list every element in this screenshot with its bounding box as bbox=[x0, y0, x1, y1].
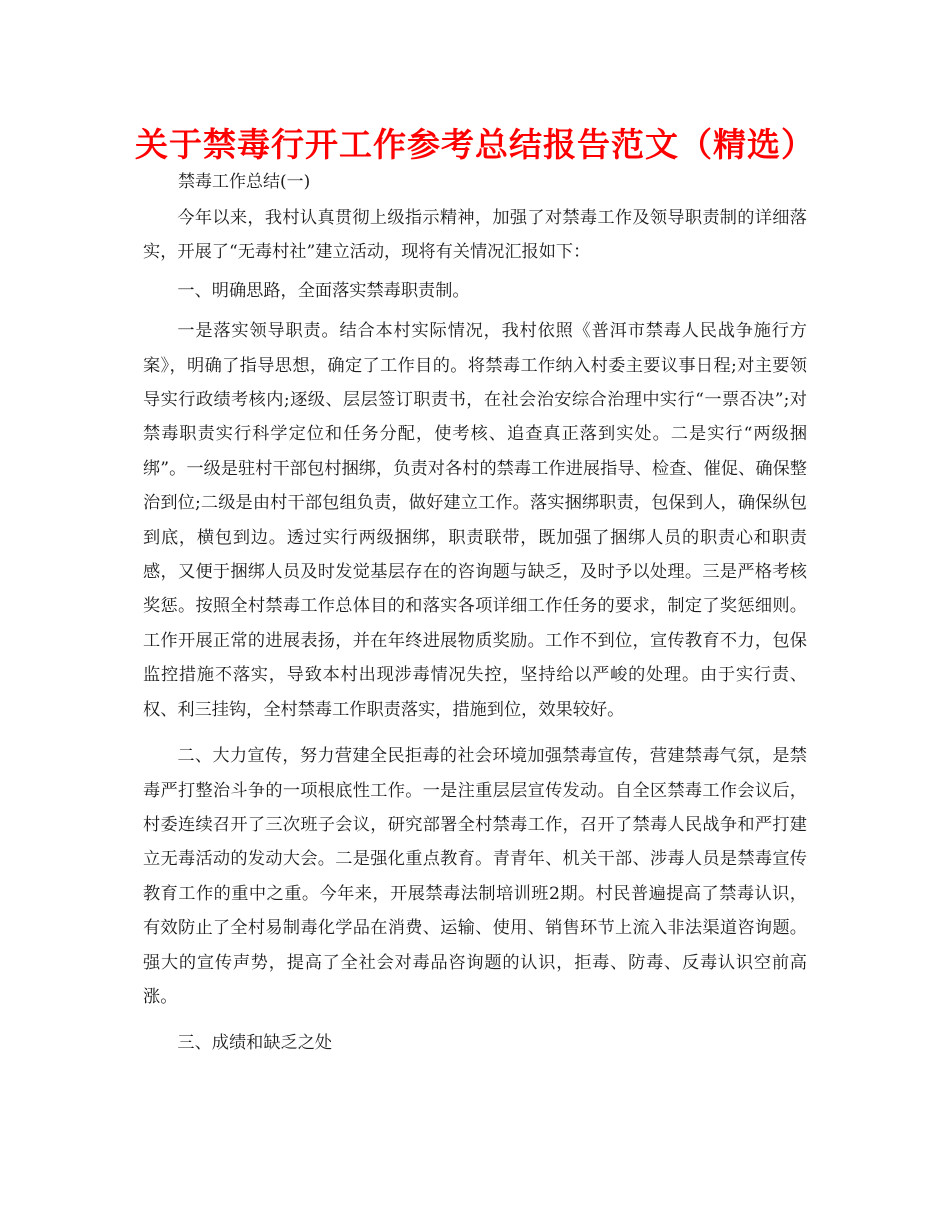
document-title: 关于禁毒行开工作参考总结报告范文（精选） bbox=[135, 125, 815, 164]
document-subtitle: 禁毒工作总结(一) bbox=[178, 172, 311, 192]
document-body bbox=[143, 201, 807, 1065]
section-1-paragraph: 一是落实领导职责。结合本村实际情况，我村依照《普洱市禁毒人民战争施行方案》，明确了指导思想，确定了工作目的。将禁毒工作纳入村委主要议事日程;对主要领导实行政绩考核内;逐级、层层签订职责书，在社会治安综合治理中实行“一票否决”;对禁毒职责实行科学定位和任务分配，使考核、追查真正落到实处。二是实行“两级捆绑”。一级是驻村干部包村捆绑，负责对各村的禁毒工作进展指导、检查、催促、确保整治到位;二级是由村干部包组负责，做好建立工作。落实捆绑职责，包保到人，确保纵包到底，横包到边。透过实行两级捆绑，职责联带，既加强了捆绑人员的职责心和职责感，又便于捆绑人员及时发觉基层存在的咨询题与缺乏，及时予以处理。三是严格考核奖惩。按照全村禁毒工作总体目的和落实各项详细工作任务的要求，制定了奖惩细则。工作开展正常的进展表扬，并在年终进展物质奖励。工作不到位，宣传教育不力，包保监控措施不落实，导致本村出现涉毒情况失控，坚持给以严峻的处理。由于实行责、权、利三挂钩，全村禁毒工作职责落实，措施到位，效果较好。 bbox=[143, 321, 807, 720]
section-heading-3: 三、成绩和缺乏之处 bbox=[177, 1033, 333, 1054]
section-2-paragraph: 二、大力宣传，努力营建全民拒毒的社会环境加强禁毒宣传，营建禁毒气氛，是禁毒严打整治斗争的一项根底性工作。一是注重层层宣传发动。自全区禁毒工作会议后，村委连续召开了三次班子会议，研究部署全村禁毒工作，召开了禁毒人民战争和严打建立无毒活动的发动大会。二是强化重点教育。青青年、机关干部、涉毒人员是禁毒宣传教育工作的重中之重。今年来，开展禁毒法制培训班2期。村民普遍提高了禁毒认识，有效防止了全村易制毒化学品在消费、运输、使用、销售环节上流入非法渠道咨询题。强大的宣传声势，提高了全社会对毒品咨询题的认识，拒毒、防毒、反毒认识空前高涨。 bbox=[143, 746, 807, 1007]
intro-paragraph: 今年以来，我村认真贯彻上级指示精神，加强了对禁毒工作及领导职责制的详细落实，开展了“无毒村社”建立活动，现将有关情况汇报如下： bbox=[143, 208, 807, 263]
section-heading-1: 一、明确思路，全面落实禁毒职责制。 bbox=[177, 280, 470, 301]
